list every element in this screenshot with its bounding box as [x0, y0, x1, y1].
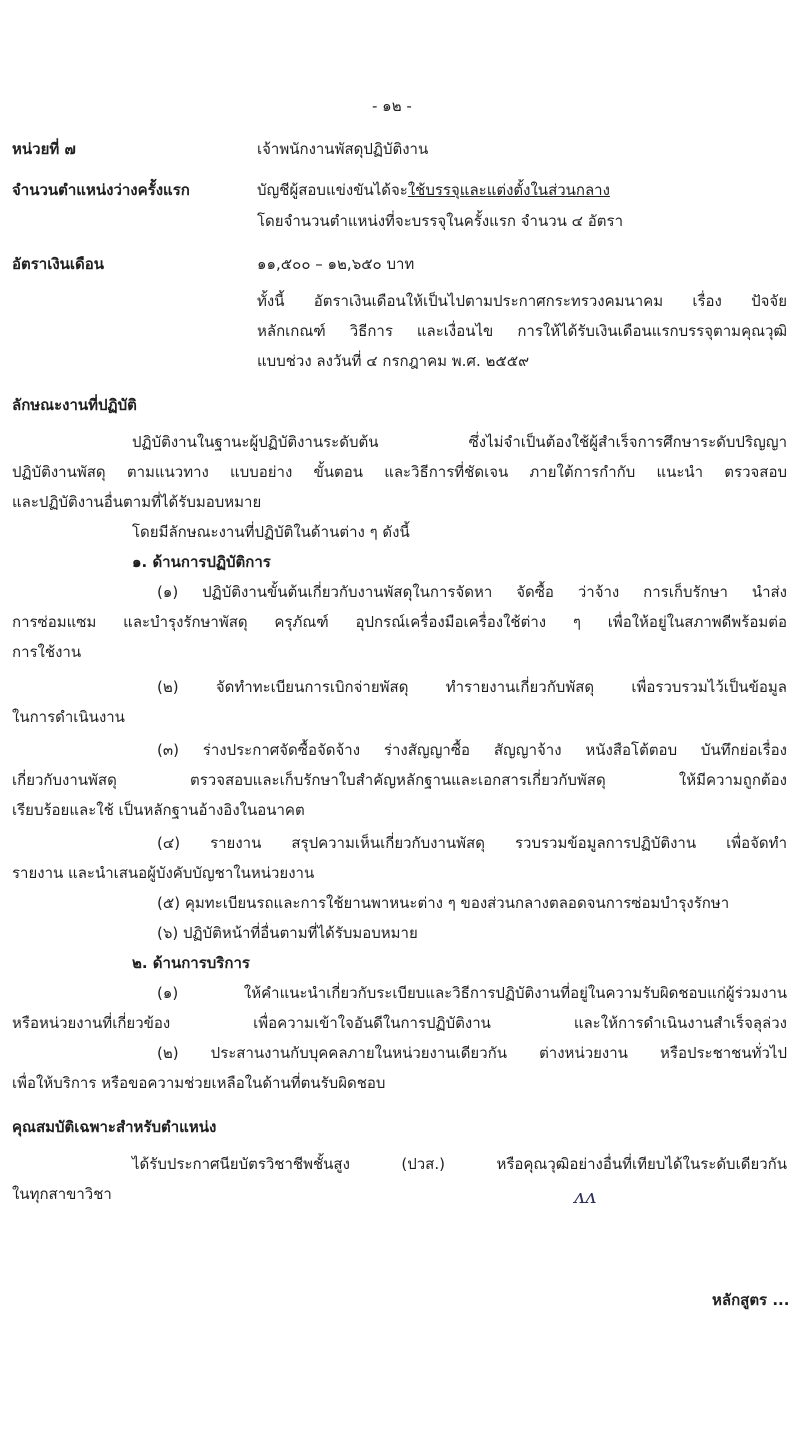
duties-paragraph-line-1: ปฏิบัติงานในฐานะผู้ปฏิบัติงานระดับต้น ซึ่งไม่จำเป็นต้องใช้ผู้สำเร็จการศึกษาระดับปริญญา [132, 433, 787, 451]
salary-note-2: หลักเกณฑ์ วิธีการ และเงื่อนไข การให้ได้รับเงินเดือนแรกบรรจุตามคุณวุฒิ [257, 322, 787, 340]
salary-label: อัตราเงินเดือน [12, 255, 105, 273]
section-service-heading: ๒. ด้านการบริการ [132, 954, 250, 972]
qualification-line-2: ในทุกสาขาวิชา [12, 1185, 112, 1203]
duties-intro: โดยมีลักษณะงานที่ปฏิบัติในด้านต่าง ๆ ดังนี้ [132, 523, 410, 541]
duties-heading: ลักษณะงานที่ปฏิบัติ [12, 396, 137, 414]
service-item-2-line-1: (๒) ประสานงานกับบุคคลภายในหน่วยงานเดียวกัน ต่างหน่วยงาน หรือประชาชนทั่วไป [157, 1044, 787, 1062]
vacancy-label: จำนวนตำแหน่งว่างครั้งแรก [12, 181, 190, 199]
operations-item-3-line-2: เกี่ยวกับงานพัสดุ ตรวจสอบและเก็บรักษาใบสำคัญหลักฐานและเอกสารเกี่ยวกับพัสดุ ให้มีความถูกต้อง [12, 771, 787, 789]
operations-item-4-line-1: (๔) รายงาน สรุปความเห็นเกี่ยวกับงานพัสดุ รวบรวมข้อมูลการปฏิบัติงาน เพื่อจัดทำ [157, 834, 787, 852]
duties-paragraph-line-2: ปฏิบัติงานพัสดุ ตามแนวทาง แบบอย่าง ขั้นตอน และวิธีการที่ชัดเจน ภายใต้การกำกับ แนะนำ ตรวจสอบ [12, 463, 787, 481]
salary-note-3: แบบช่วง ลงวันที่ ๔ กรกฎาคม พ.ศ. ๒๕๕๙ [257, 352, 530, 370]
unit-value: เจ้าพนักงานพัสดุปฏิบัติงาน [257, 140, 429, 158]
operations-item-4-line-2: รายงาน และนำเสนอผู้บังคับบัญชาในหน่วยงาน [12, 864, 315, 882]
service-item-1-line-2: หรือหน่วยงานที่เกี่ยวข้อง เพื่อความเข้าใจอันดีในการปฏิบัติงาน และให้การดำเนินงานสำเร็จลุล่วง [12, 1014, 787, 1032]
service-item-1-line-1: (๑) ให้คำแนะนำเกี่ยวกับระเบียบและวิธีการปฏิบัติงานที่อยู่ในความรับผิดชอบแก่ผู้ร่วมงาน [157, 984, 787, 1002]
vacancy-line-2: โดยจำนวนตำแหน่งที่จะบรรจุในครั้งแรก จำนวน ๔ อัตรา [257, 212, 624, 230]
salary-value: ๑๑,๕๐๐ – ๑๒,๖๕๐ บาท [257, 255, 415, 273]
operations-item-5: (๕) คุมทะเบียนรถและการใช้ยานพาหนะต่าง ๆ ของส่วนกลางตลอดจนการซ่อมบำรุงรักษา [157, 894, 730, 912]
operations-item-3-line-3: เรียบร้อยและใช้ เป็นหลักฐานอ้างอิงในอนาคต [12, 801, 305, 819]
operations-item-3-line-1: (๓) ร่างประกาศจัดซื้อจัดจ้าง ร่างสัญญาซื้อ สัญญาจ้าง หนังสือโต้ตอบ บันทึกย่อเรื่อง [157, 741, 787, 759]
vacancy-line-1-text: บัญชีผู้สอบแข่งขันได้จะ [257, 181, 408, 199]
page-number: - ๑๒ - [372, 97, 412, 115]
operations-item-1-line-3: การใช้งาน [12, 643, 82, 661]
qualification-line-1: ได้รับประกาศนียบัตรวิชาชีพชั้นสูง (ปวส.) หรือคุณวุฒิอย่างอื่นที่เทียบได้ในระดับเดียวกัน [132, 1155, 787, 1173]
unit-label: หน่วยที่ ๗ [12, 140, 76, 158]
operations-item-1-line-1: (๑) ปฏิบัติงานขั้นต้นเกี่ยวกับงานพัสดุในการจัดหา จัดซื้อ ว่าจ้าง การเก็บรักษา นำส่ง [157, 583, 787, 601]
footer-continuation: หลักสูตร ... [712, 1291, 790, 1309]
operations-item-2-line-2: ในการดำเนินงาน [12, 708, 125, 726]
operations-item-2-line-1: (๒) จัดทำทะเบียนการเบิกจ่ายพัสดุ ทำรายงานเกี่ยวกับพัสดุ เพื่อรวบรวมไว้เป็นข้อมูล [157, 678, 787, 696]
vacancy-line-1 [257, 180, 610, 200]
salary-note-1: ทั้งนี้ อัตราเงินเดือนให้เป็นไปตามประกาศกระทรวงคมนาคม เรื่อง ปัจจัย [257, 292, 787, 310]
section-operations-heading: ๑. ด้านการปฏิบัติการ [132, 553, 271, 571]
service-item-2-line-2: เพื่อให้บริการ หรือขอความช่วยเหลือในด้านที่ตนรับผิดชอบ [12, 1074, 386, 1092]
duties-paragraph-line-3: และปฏิบัติงานอื่นตามที่ได้รับมอบหมาย [12, 493, 262, 511]
operations-item-1-line-2: การซ่อมแซม และบำรุงรักษาพัสดุ ครุภัณฑ์ อุปกรณ์เครื่องมือเครื่องใช้ต่าง ๆ เพื่อให้อยู่ในสภาพดีพร้อมต่อ [12, 613, 787, 631]
operations-item-6: (๖) ปฏิบัติหน้าที่อื่นตามที่ได้รับมอบหมาย [157, 924, 418, 942]
vacancy-line-1-underlined: ใช้บรรจุและแต่งตั้งในส่วนกลาง [407, 181, 610, 199]
initials-signature: ᴧᴧ [574, 1184, 597, 1208]
qualification-heading: คุณสมบัติเฉพาะสำหรับตำแหน่ง [12, 1118, 217, 1136]
